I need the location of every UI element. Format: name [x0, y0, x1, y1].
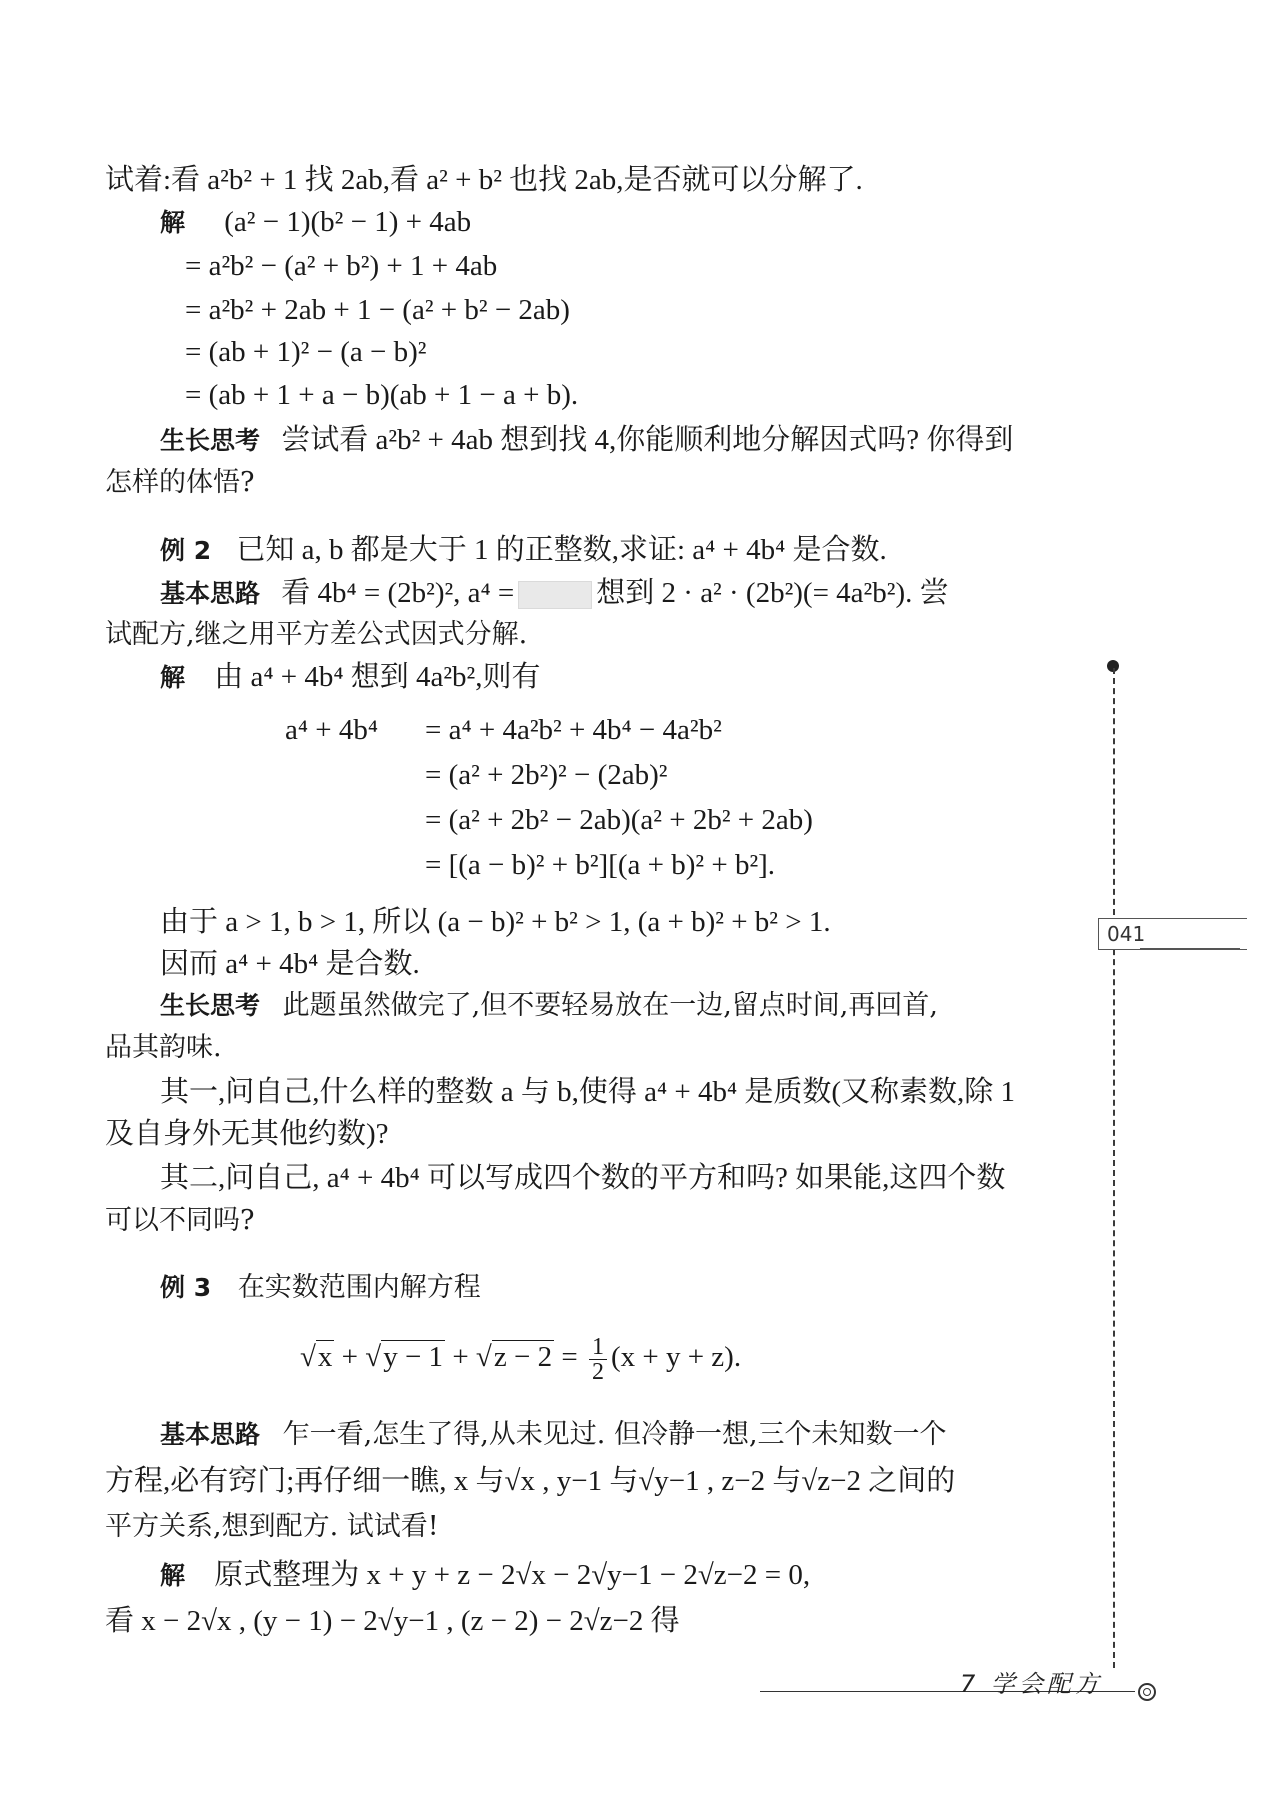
solution-line — [160, 1555, 1100, 1596]
text-line: 品其韵味. — [105, 1032, 222, 1063]
equation-step: = (ab + 1 + a − b)(ab + 1 − a + b). — [185, 379, 579, 411]
think-line — [160, 986, 1100, 1026]
sqrt-term: √y − 1 — [365, 1341, 444, 1373]
page-number: 041 — [1098, 918, 1247, 950]
think-text: 此题虽然做完了,但不要轻易放在一边,留点时间,再回首, — [282, 990, 938, 1021]
text-line: 方程,必有窍门;再仔细一瞧, x 与√x , y−1 与√y−1 , z−2 与√z−2 之间的 — [105, 1465, 956, 1497]
solution-text: 由 a⁴ + 4b⁴ 想到 4a²b²,则有 — [214, 661, 541, 693]
solution-line — [160, 657, 1100, 698]
derivation-block — [285, 708, 985, 888]
equation-step: = (ab + 1)² − (a − b)² — [185, 336, 427, 368]
solution-label: 解 — [160, 1561, 186, 1590]
idea-label: 基本思路 — [160, 1420, 261, 1449]
equation-display: √x + √y − 1 + √z − 2 = $\frac{1}{2}$ (x + y + z). — [300, 1330, 1240, 1384]
text-line: 及自身外无其他约数)? — [105, 1118, 389, 1150]
expression: (a² − 1)(b² − 1) + 4ab — [224, 206, 472, 238]
equation-step: = a²b² + 2ab + 1 − (a² + b² − 2ab) — [185, 294, 570, 326]
footer-title: 7 学会配方 — [960, 1670, 1103, 1698]
derivation-step: = a⁴ + 4a²b² + 4b⁴ − 4a²b² — [425, 714, 722, 746]
example-heading — [160, 530, 1100, 571]
derivation-step: = (a² + 2b² − 2ab)(a² + 2b² + 2ab) — [425, 804, 813, 836]
derivation-lhs: a⁴ + 4b⁴ — [285, 714, 378, 746]
text-line: 看 x − 2√x , (y − 1) − 2√y−1 , (z − 2) − 2√z−2 得 — [105, 1605, 680, 1637]
think-line — [160, 420, 1100, 461]
redacted-area — [518, 581, 592, 609]
equation-step: = a²b² − (a² + b²) + 1 + 4ab — [185, 250, 498, 282]
example-text: 在实数范围内解方程 — [237, 1272, 481, 1303]
think-label: 生长思考 — [160, 991, 261, 1020]
solution-line — [160, 202, 1100, 243]
idea-text: 看 4b⁴ = (2b²)², a⁴ = — [281, 577, 515, 609]
example-text: 已知 a, b 都是大于 1 的正整数,求证: a⁴ + 4b⁴ 是合数. — [236, 534, 887, 566]
page-number-rule — [1140, 948, 1240, 949]
idea-line — [160, 573, 1100, 614]
text-line: 怎样的体悟? — [105, 467, 255, 498]
text-line: 可以不同吗? — [105, 1205, 255, 1236]
sqrt-term: √x — [300, 1341, 333, 1373]
sqrt-term: √z − 2 — [475, 1341, 553, 1373]
derivation-step: = [(a − b)² + b²][(a + b)² + b²]. — [425, 849, 776, 881]
solution-text: 原式整理为 x + y + z − 2√x − 2√y−1 − 2√z−2 = 0, — [214, 1559, 811, 1591]
text-line: 由于 a > 1, b > 1, 所以 (a − b)² + b² > 1, (a + b)² + b² > 1. — [160, 906, 831, 938]
fraction: $\frac{1}{2}$ — [589, 1335, 607, 1384]
footer-circle-icon — [1138, 1683, 1156, 1701]
idea-text: 想到 2 · a² · (2b²)(= 4a²b²). 尝 — [596, 577, 949, 609]
solution-label: 解 — [160, 208, 186, 237]
text-line: 试着:看 a²b² + 1 找 2ab,看 a² + b² 也找 2ab,是否就可以分解了. — [105, 164, 863, 196]
example-heading — [160, 1268, 1100, 1308]
text-line: 因而 a⁴ + 4b⁴ 是合数. — [160, 948, 420, 980]
example-label: 例 3 — [160, 1273, 212, 1302]
margin-dashed-line — [1113, 668, 1115, 1668]
solution-label: 解 — [160, 663, 186, 692]
think-label: 生长思考 — [160, 426, 261, 455]
derivation-step: = (a² + 2b²)² − (2ab)² — [425, 759, 668, 791]
idea-line — [160, 1415, 1100, 1455]
idea-text: 乍一看,怎生了得,从未见过. 但冷静一想,三个未知数一个 — [282, 1419, 947, 1450]
text-line: 试配方,继之用平方差公式因式分解. — [105, 619, 528, 650]
example-label: 例 2 — [160, 536, 212, 565]
think-text: 尝试看 a²b² + 4ab 想到找 4,你能顺利地分解因式吗? 你得到 — [281, 424, 1014, 456]
text-line: 其二,问自己, a⁴ + 4b⁴ 可以写成四个数的平方和吗? 如果能,这四个数 — [160, 1162, 1006, 1194]
text-line: 其一,问自己,什么样的整数 a 与 b,使得 a⁴ + 4b⁴ 是质数(又称素数,除 1 — [160, 1076, 1015, 1108]
idea-label: 基本思路 — [160, 579, 261, 608]
text-line: 平方关系,想到配方. 试试看! — [105, 1511, 439, 1542]
